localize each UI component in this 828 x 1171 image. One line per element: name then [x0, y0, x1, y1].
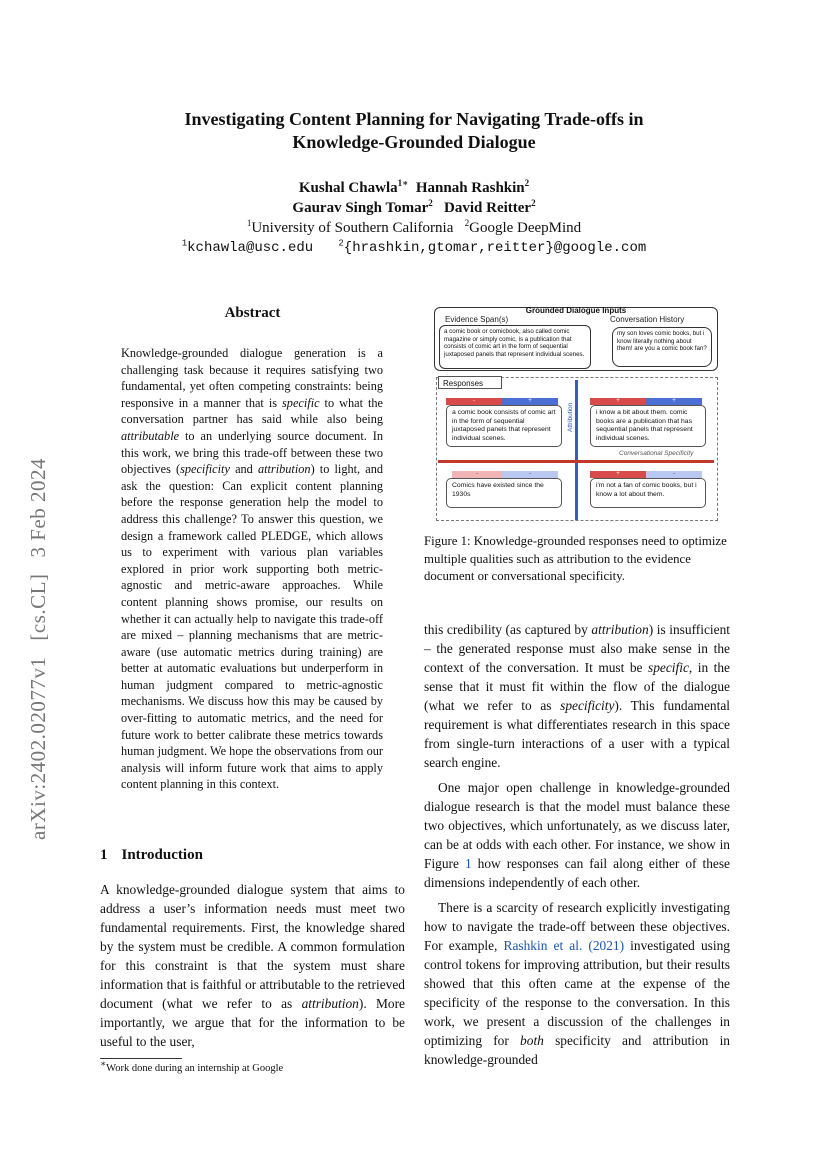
- author-affil-mark: 2: [428, 198, 433, 208]
- abstract-text: to an underlying source document. In this work, we bring this trade-off between these two objectives (: [121, 428, 383, 477]
- author-block: [100, 178, 728, 258]
- attribution-axis-label: Attribution: [567, 402, 574, 432]
- abstract-emphasis: attribution: [257, 462, 311, 477]
- body-text: this credibility (as captured by: [424, 622, 592, 637]
- paragraph: [424, 898, 730, 1069]
- footnote-rule: [100, 1058, 182, 1059]
- emails: [100, 238, 728, 258]
- figure-1: [424, 300, 730, 522]
- body-text: specificity and attribution in knowledge-grounded: [424, 1033, 730, 1067]
- specificity-axis: [438, 460, 714, 463]
- evidence-label: Evidence Span(s): [445, 315, 509, 324]
- affil-mark: 1: [246, 218, 252, 228]
- body-text: , in the sense that it must fit within the flow of the dialogue (what we refer to as: [424, 660, 730, 713]
- body-emphasis: attribution: [591, 622, 649, 637]
- attribution-minus-pill: -: [502, 471, 558, 478]
- abstract-text: Knowledge-grounded dialogue generation is a challenging task because it requires satisfying two fundamental, yet often competing constraints: being responsive in a manner that is: [121, 346, 383, 410]
- response-bubble-top-right: i know a bit about them. comic books are a publication that has sequential panels that represent individual scenes.: [590, 405, 706, 447]
- section-heading-introduction: [100, 847, 405, 864]
- body-text: investigated using control tokens for improving attribution, but their results showed that this often came at the expense of the specificity of the response to the conversation. In this work, we present a discussion of the challenges in optimizing for: [424, 938, 730, 1048]
- citation-link[interactable]: Rashkin et al. (2021): [503, 938, 625, 953]
- specificity-plus-pill: +: [590, 471, 646, 478]
- authors-line-1: [100, 178, 728, 198]
- affil-mark: 2: [464, 218, 470, 228]
- body-text: There is a scarcity of research explicitly investigating how to navigate the trade-off between these objectives. For example,: [424, 900, 730, 953]
- section-title: Introduction: [121, 847, 203, 863]
- abstract-text: ) to light, and ask the question: Can explicit content planning before the response generation help the model to address this challenge? To answer this question, we design a framework called PLEDGE, which allows us to experiment with various plan variables explored in prior work supporting both metric-agnostic and metric-aware approaches. While content planning shows promise, our results on whether it can actually help to navigate this trade-off are mixed – planning mechanisms that are metric-aware (use automatic metrics during training) are better at automatic evaluations but underperform in human judgment compared to metric-agnostic mechanisms. We discuss how this may be caused by over-fitting to automatic metrics, and the need for future work to better calibrate these metrics towards human judgment. We hope the observations from our analysis will inform future work that aims to apply content planning in this context.: [121, 462, 383, 792]
- responses-label: Responses: [438, 376, 502, 389]
- inputs-title: Grounded Dialogue Inputs: [525, 306, 627, 315]
- author-affil-mark: 2: [524, 178, 530, 188]
- specificity-axis-label: Conversational Specificity: [619, 450, 694, 457]
- evidence-span-box: a comic book or comicbook, also called comic magazine or simply comic, is a publication that consists of comic art in the form of sequential juxtaposed panels that represent individual scenes.: [439, 325, 591, 369]
- body-text: ) is insufficient – the generated response must also make sense in the context of the conversation. It must be: [424, 622, 730, 675]
- email-2: {hrashkin,gtomar,reitter}@google.com: [343, 240, 647, 256]
- abstract-emphasis: specificity: [180, 462, 230, 477]
- attribution-axis: [575, 380, 578, 520]
- abstract-text: to what the conversation partner has said while also being: [121, 395, 384, 427]
- attribution-minus-pill: -: [646, 471, 702, 478]
- paper-title: [100, 108, 728, 154]
- abstract-text: and: [229, 462, 258, 477]
- arxiv-date: 3 Feb 2024: [26, 458, 50, 558]
- figure-reference-link[interactable]: 1: [464, 856, 472, 871]
- body-emphasis: specificity: [560, 698, 615, 713]
- history-label: Conversation History: [610, 315, 685, 324]
- paragraph: [424, 778, 730, 892]
- abstract-heading: Abstract: [224, 305, 281, 321]
- body-emphasis: attribution: [301, 996, 359, 1011]
- email-1: kchawla@usc.edu: [187, 240, 314, 256]
- abstract-emphasis: attributable: [121, 428, 180, 443]
- section-number: 1: [100, 847, 108, 863]
- arxiv-id: arXiv:2402.02077v1: [26, 656, 50, 840]
- affiliations: [100, 218, 728, 238]
- right-column-body: [424, 620, 730, 1075]
- affiliation-1: University of Southern California: [251, 220, 454, 236]
- title-line-1: Investigating Content Planning for Navigating Trade-offs in: [184, 109, 644, 129]
- footnote-mark: ∗: [100, 1058, 107, 1069]
- affiliation-2: Google DeepMind: [469, 220, 582, 236]
- specificity-minus-pill: -: [446, 398, 502, 405]
- response-bubble-top-left: a comic book consists of comic art in the form of sequential juxtaposed panels that represent individual scenes.: [446, 405, 562, 447]
- author-affil-mark: 2: [531, 198, 536, 208]
- specificity-minus-pill: -: [452, 471, 502, 478]
- body-text: ). More importantly, we argue that for the information to be useful to the user,: [100, 996, 405, 1049]
- intro-paragraph: [100, 880, 405, 1051]
- body-emphasis: specific: [647, 660, 689, 675]
- body-emphasis: both: [520, 1033, 544, 1048]
- author-affil-mark: 1∗: [397, 178, 409, 188]
- footnote-text: Work done during an internship at Google: [106, 1063, 284, 1074]
- affil-mark: 1: [181, 238, 188, 249]
- author-name: Hannah Rashkin: [415, 180, 525, 196]
- body-text: how responses can fail along either of these dimensions independently of each other.: [424, 856, 730, 890]
- author-name: Gaurav Singh Tomar: [292, 200, 429, 216]
- affil-mark: 2: [338, 238, 344, 249]
- response-bubble-bottom-left: Comics have existed since the 1930s: [446, 478, 562, 508]
- author-name: Kushal Chawla: [298, 180, 398, 196]
- paragraph: [424, 620, 730, 772]
- attribution-plus-pill: +: [502, 398, 558, 405]
- body-text: A knowledge-grounded dialogue system that aims to address a user’s information needs must meet two fundamental requirements. First, the knowledge shared by the system must be credible. A common formulation for this constraint is that the system must share information that is faithful or attributable to the retrieved document (what we refer to as: [100, 882, 405, 1011]
- footnote: [100, 1058, 405, 1074]
- abstract-emphasis: specific: [282, 395, 320, 410]
- author-name: David Reitter: [444, 200, 532, 216]
- title-line-2: Knowledge-Grounded Dialogue: [292, 132, 536, 152]
- arxiv-stamp: [26, 380, 56, 840]
- specificity-plus-pill: +: [590, 398, 646, 405]
- attribution-plus-pill: +: [646, 398, 702, 405]
- body-text: One major open challenge in knowledge-grounded dialogue research is that the model must balance these two objectives, which unfortunately, as we discuss later, can be at odds with each other. For instance, we show in Figure: [424, 780, 730, 871]
- arxiv-category: [cs.CL]: [26, 573, 50, 641]
- figure-caption: Figure 1: Knowledge-grounded responses need to optimize multiple qualities such as attribution to the evidence document or conversational specificity.: [424, 534, 727, 583]
- authors-line-2: [100, 198, 728, 218]
- abstract-body: [121, 345, 383, 793]
- body-text: ). This fundamental requirement is what differentiates research in this space from single-turn interactions of a user with a typical search engine.: [424, 698, 730, 770]
- conversation-history-bubble: my son loves comic books, but i know literally nothing about them! are you a comic book fan?: [612, 327, 712, 367]
- response-bubble-bottom-right: i'm not a fan of comic books, but i know a lot about them.: [590, 478, 706, 508]
